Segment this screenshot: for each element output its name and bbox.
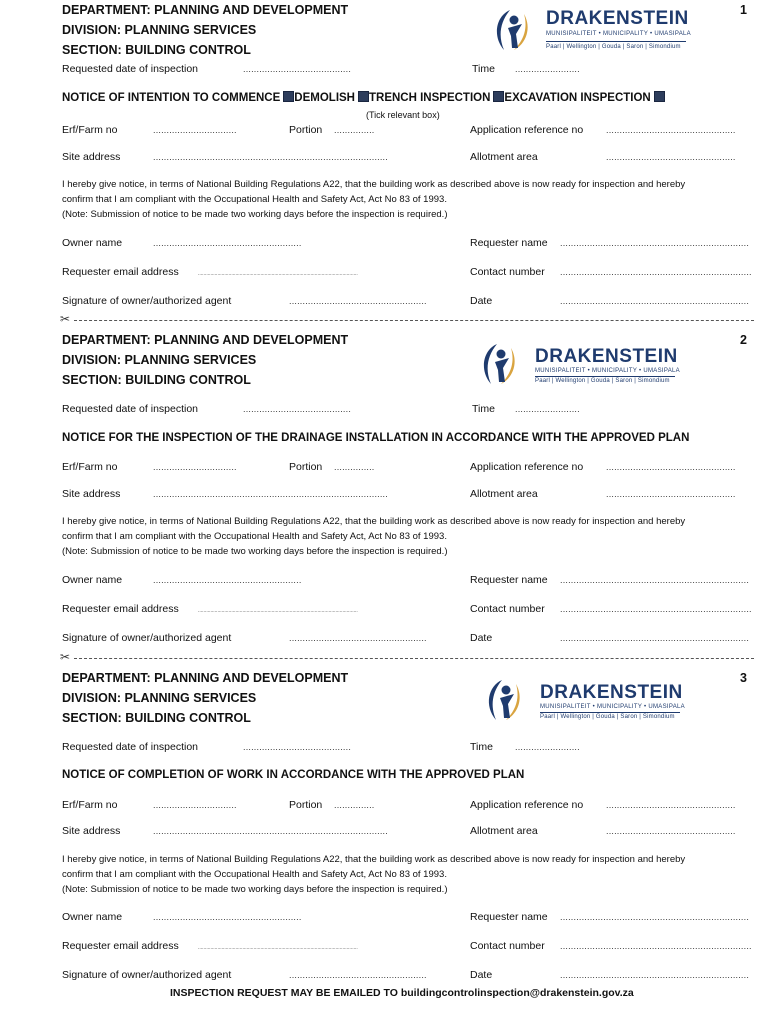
notice-title [62, 91, 665, 104]
owner-field[interactable]: ....................................................... [153, 575, 302, 585]
email-label: Requester email address [62, 940, 179, 952]
requested-date-field[interactable]: ........................................ [243, 404, 352, 414]
para-line-3: (Note: Submission of notice to be made two working days before the inspection is required.) [62, 884, 448, 895]
scissor-icon: ✂ [60, 312, 71, 326]
erf-field[interactable]: ............................... [153, 125, 237, 135]
signature-field[interactable]: ................................................... [289, 633, 427, 643]
appref-label: Application reference no [470, 461, 584, 473]
drakenstein-emblem-icon [475, 340, 525, 390]
allot-label: Allotment area [470, 488, 538, 500]
site-label: Site address [62, 825, 121, 837]
requested-date-label: Requested date of inspection [62, 403, 199, 415]
erf-label: Erf/Farm no [62, 799, 118, 811]
owner-label: Owner name [62, 911, 123, 923]
para-line-2: confirm that I am compliant with the Occupational Health and Safety Act, Act No 83 of 1993. [62, 531, 447, 542]
drakenstein-logo [488, 6, 691, 61]
portion-field[interactable]: ............... [334, 800, 375, 810]
para-line-2: confirm that I am compliant with the Occupational Health and Safety Act, Act No 83 of 1993. [62, 869, 447, 880]
contact-field[interactable]: ....................................................................... [560, 604, 752, 614]
owner-field[interactable]: ....................................................... [153, 912, 302, 922]
section-number: 3 [740, 671, 747, 685]
extra-checkbox[interactable] [654, 91, 665, 102]
portion-label: Portion [289, 124, 323, 136]
option-excavation: EXCAVATION INSPECTION [504, 92, 651, 104]
para-line-3: (Note: Submission of notice to be made two working days before the inspection is required.) [62, 546, 448, 557]
department-heading: DEPARTMENT: PLANNING AND DEVELOPMENT [62, 3, 349, 17]
logo-towns: Paarl | Wellington | Gouda | Saron | Simondium [540, 714, 675, 720]
portion-field[interactable]: ............... [334, 462, 375, 472]
owner-label: Owner name [62, 237, 123, 249]
requester-label: Requester name [470, 237, 548, 249]
date-field[interactable]: ...................................................................... [560, 296, 750, 306]
email-label: Requester email address [62, 603, 179, 615]
contact-label: Contact number [470, 940, 545, 952]
demolish-checkbox[interactable] [283, 91, 294, 102]
time-field[interactable]: ........................ [515, 404, 580, 414]
trench-checkbox[interactable] [358, 91, 369, 102]
section-number: 1 [740, 3, 747, 17]
logo-towns: Paarl | Wellington | Gouda | Saron | Simondium [535, 378, 670, 384]
requester-field[interactable]: ...................................................................... [560, 575, 750, 585]
site-field[interactable]: ....................................................................................... [153, 826, 388, 836]
logo-brand: DRAKENSTEIN [546, 8, 689, 29]
date-field[interactable]: ...................................................................... [560, 633, 750, 643]
contact-field[interactable]: ....................................................................... [560, 267, 752, 277]
date-label: Date [470, 632, 493, 644]
para-line-1: I hereby give notice, in terms of National Building Regulations A22, that the building work as described above is now ready for inspection and hereby [62, 516, 686, 527]
department-heading: DEPARTMENT: PLANNING AND DEVELOPMENT [62, 333, 349, 347]
date-label: Date [470, 969, 493, 981]
signature-label: Signature of owner/authorized agent [62, 632, 232, 644]
signature-label: Signature of owner/authorized agent [62, 295, 232, 307]
time-field[interactable]: ........................ [515, 742, 580, 752]
requester-field[interactable]: ...................................................................... [560, 912, 750, 922]
date-field[interactable]: ...................................................................... [560, 970, 750, 980]
appref-field[interactable]: ................................................ [606, 462, 736, 472]
requested-date-label: Requested date of inspection [62, 741, 199, 753]
allot-field[interactable]: ................................................ [606, 152, 736, 162]
section-number: 2 [740, 333, 747, 347]
requested-date-label: Requested date of inspection [62, 63, 199, 75]
cut-line [74, 320, 754, 321]
requester-field[interactable]: ...................................................................... [560, 238, 750, 248]
contact-label: Contact number [470, 603, 545, 615]
requester-label: Requester name [470, 911, 548, 923]
logo-tagline: MUNISIPALITEIT • MUNICIPALITY • UMASIPALA [546, 31, 691, 37]
requester-label: Requester name [470, 574, 548, 586]
time-label: Time [472, 63, 495, 75]
logo-towns: Paarl | Wellington | Gouda | Saron | Simondium [546, 44, 681, 50]
appref-label: Application reference no [470, 124, 584, 136]
email-label: Requester email address [62, 266, 179, 278]
owner-field[interactable]: ....................................................... [153, 238, 302, 248]
footer-email-note: INSPECTION REQUEST MAY BE EMAILED TO buildingcontrolinspection@drakenstein.gov.za [170, 987, 634, 999]
allot-field[interactable]: ................................................ [606, 826, 736, 836]
portion-label: Portion [289, 461, 323, 473]
section-heading: SECTION: BUILDING CONTROL [62, 711, 251, 725]
option-trench: TRENCH INSPECTION [369, 92, 491, 104]
appref-label: Application reference no [470, 799, 584, 811]
scissor-icon: ✂ [60, 650, 71, 664]
notice-paragraph [62, 177, 762, 222]
email-field[interactable]: ................................................................................................................... [198, 608, 358, 614]
site-label: Site address [62, 151, 121, 163]
division-heading: DIVISION: PLANNING SERVICES [62, 691, 257, 705]
requested-date-field[interactable]: ........................................ [243, 742, 352, 752]
signature-field[interactable]: ................................................... [289, 970, 427, 980]
requested-date-field[interactable]: ........................................ [243, 64, 352, 74]
time-label: Time [472, 403, 495, 415]
notice-title: NOTICE FOR THE INSPECTION OF THE DRAINAGE INSTALLATION IN ACCORDANCE WITH THE APPROVED PLAN [62, 432, 690, 444]
para-line-1: I hereby give notice, in terms of National Building Regulations A22, that the building work as described above is now ready for inspection and hereby [62, 179, 686, 190]
site-field[interactable]: ....................................................................................... [153, 489, 388, 499]
site-label: Site address [62, 488, 121, 500]
portion-field[interactable]: ............... [334, 125, 375, 135]
division-heading: DIVISION: PLANNING SERVICES [62, 353, 257, 367]
division-heading: DIVISION: PLANNING SERVICES [62, 23, 257, 37]
department-heading: DEPARTMENT: PLANNING AND DEVELOPMENT [62, 671, 349, 685]
excavation-checkbox[interactable] [493, 91, 504, 102]
option-demolish: DEMOLISH [294, 92, 355, 104]
erf-field[interactable]: ............................... [153, 462, 237, 472]
contact-field[interactable]: ....................................................................... [560, 941, 752, 951]
allot-label: Allotment area [470, 825, 538, 837]
logo-tagline: MUNISIPALITEIT • MUNICIPALITY • UMASIPALA [540, 704, 685, 710]
logo-brand: DRAKENSTEIN [540, 682, 683, 703]
tick-note: (Tick relevant box) [366, 110, 440, 120]
erf-label: Erf/Farm no [62, 461, 118, 473]
drakenstein-logo [475, 340, 680, 395]
drakenstein-emblem-icon [488, 6, 538, 56]
section-heading: SECTION: BUILDING CONTROL [62, 43, 251, 57]
contact-label: Contact number [470, 266, 545, 278]
logo-tagline: MUNISIPALITEIT • MUNICIPALITY • UMASIPALA [535, 368, 680, 374]
drakenstein-logo [480, 676, 685, 731]
date-label: Date [470, 295, 493, 307]
drakenstein-emblem-icon [480, 676, 530, 726]
portion-label: Portion [289, 799, 323, 811]
para-line-2: confirm that I am compliant with the Occupational Health and Safety Act, Act No 83 of 1993. [62, 194, 447, 205]
owner-label: Owner name [62, 574, 123, 586]
logo-brand: DRAKENSTEIN [535, 346, 678, 367]
signature-field[interactable]: ................................................... [289, 296, 427, 306]
erf-label: Erf/Farm no [62, 124, 118, 136]
time-field[interactable]: ........................ [515, 64, 580, 74]
email-field[interactable]: ................................................................................................................... [198, 271, 358, 277]
site-field[interactable]: ....................................................................................... [153, 152, 388, 162]
notice-paragraph [62, 514, 762, 559]
notice-paragraph [62, 852, 762, 897]
section-heading: SECTION: BUILDING CONTROL [62, 373, 251, 387]
email-field[interactable]: ................................................................................................................... [198, 945, 358, 951]
allot-field[interactable]: ................................................ [606, 489, 736, 499]
para-line-3: (Note: Submission of notice to be made two working days before the inspection is required.) [62, 209, 448, 220]
allot-label: Allotment area [470, 151, 538, 163]
para-line-1: I hereby give notice, in terms of National Building Regulations A22, that the building work as described above is now ready for inspection and hereby [62, 854, 686, 865]
erf-field[interactable]: ............................... [153, 800, 237, 810]
notice-title: NOTICE OF COMPLETION OF WORK IN ACCORDANCE WITH THE APPROVED PLAN [62, 769, 525, 781]
notice-title-text: NOTICE OF INTENTION TO COMMENCE [62, 92, 281, 104]
time-label: Time [470, 741, 493, 753]
signature-label: Signature of owner/authorized agent [62, 969, 232, 981]
appref-field[interactable]: ................................................ [606, 125, 736, 135]
cut-line [74, 658, 754, 659]
appref-field[interactable]: ................................................ [606, 800, 736, 810]
